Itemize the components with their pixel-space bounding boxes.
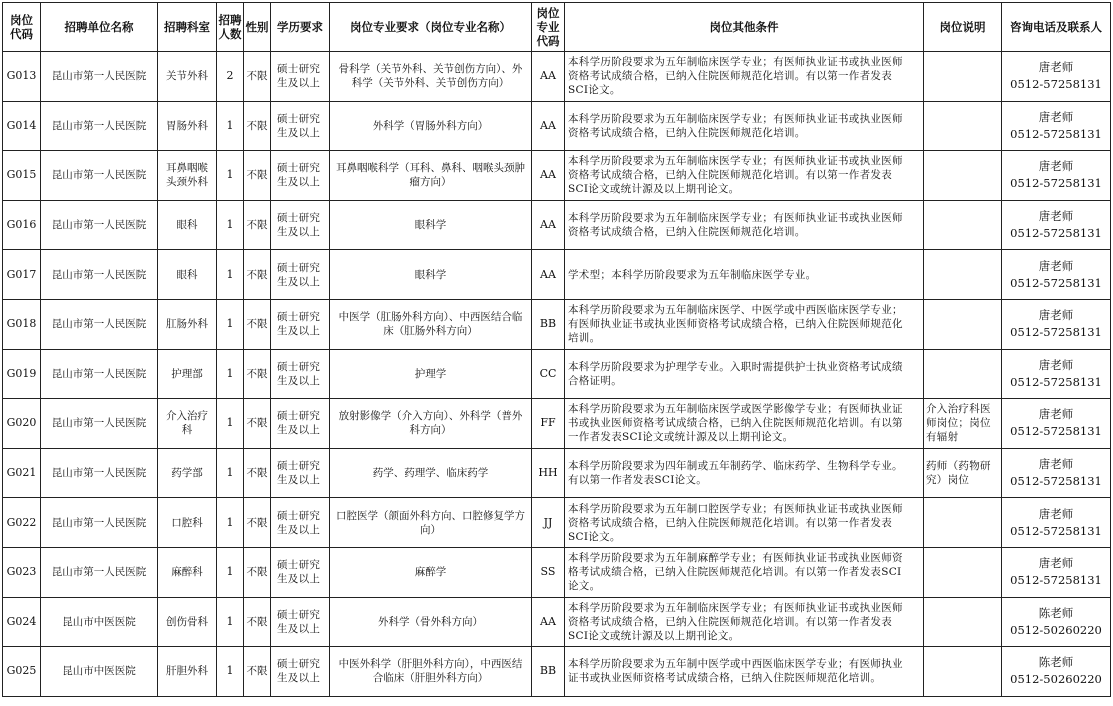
major: 骨科学（关节外科、关节创伤方向）、外科学（关节外科、关节创伤方向） bbox=[330, 52, 532, 102]
position-description: 药师（药物研究）岗位 bbox=[924, 448, 1002, 498]
table-row bbox=[3, 349, 1111, 399]
unit-name: 昆山市第一人民医院 bbox=[41, 448, 158, 498]
position-description: 介入治疗科医师岗位；岗位有辐射 bbox=[924, 399, 1002, 449]
headcount: 1 bbox=[217, 448, 244, 498]
contact-phone: 0512-50260220 bbox=[1010, 622, 1102, 637]
major-code: FF bbox=[532, 399, 565, 449]
department: 创伤骨科 bbox=[158, 597, 217, 647]
department: 肝胆外科 bbox=[158, 647, 217, 697]
department: 介入治疗科 bbox=[158, 399, 217, 449]
major-code: HH bbox=[532, 448, 565, 498]
gender: 不限 bbox=[244, 448, 271, 498]
position-description bbox=[924, 52, 1002, 102]
education: 硕士研究生及以上 bbox=[271, 250, 330, 300]
position-code: G017 bbox=[3, 250, 41, 300]
position-code: G014 bbox=[3, 101, 41, 151]
position-code: G019 bbox=[3, 349, 41, 399]
unit-name: 昆山市第一人民医院 bbox=[41, 101, 158, 151]
other-conditions: 本科学历阶段要求为四年制或五年制药学、临床药学、生物科学专业。有以第一作者发表SCI论文。 bbox=[565, 448, 924, 498]
contact-person: 唐老师 bbox=[1038, 407, 1074, 422]
major: 外科学（骨外科方向） bbox=[330, 597, 532, 647]
headcount: 1 bbox=[217, 151, 244, 201]
gender: 不限 bbox=[244, 349, 271, 399]
education: 硕士研究生及以上 bbox=[271, 200, 330, 250]
position-code: G018 bbox=[3, 299, 41, 349]
other-conditions: 本科学历阶段要求为五年制临床医学、中医学或中西医临床医学专业；有医师执业证书或执业医师资格考试成绩合格，已纳入住院医师规范化培训。 bbox=[565, 299, 924, 349]
major-code: CC bbox=[532, 349, 565, 399]
department: 肛肠外科 bbox=[158, 299, 217, 349]
table-row bbox=[3, 52, 1111, 102]
header-unit-name: 招聘单位名称 bbox=[41, 3, 158, 52]
education: 硕士研究生及以上 bbox=[271, 299, 330, 349]
table-row bbox=[3, 250, 1111, 300]
header-education: 学历要求 bbox=[271, 3, 330, 52]
gender: 不限 bbox=[244, 597, 271, 647]
position-description bbox=[924, 299, 1002, 349]
other-conditions: 本科学历阶段要求为五年制临床医学专业；有医师执业证书或执业医师资格考试成绩合格，已纳入住院医师规范化培训。有以第一作者发表SCI论文或统计源及以上期刊论文。 bbox=[565, 151, 924, 201]
education: 硕士研究生及以上 bbox=[271, 597, 330, 647]
department: 关节外科 bbox=[158, 52, 217, 102]
department: 护理部 bbox=[158, 349, 217, 399]
major-code: SS bbox=[532, 547, 565, 597]
department: 眼科 bbox=[158, 200, 217, 250]
contact-person: 陈老师 bbox=[1038, 655, 1074, 670]
education: 硕士研究生及以上 bbox=[271, 349, 330, 399]
position-description bbox=[924, 151, 1002, 201]
headcount: 1 bbox=[217, 349, 244, 399]
position-code: G023 bbox=[3, 547, 41, 597]
other-conditions: 本科学历阶段要求为护理学专业。入职时需提供护士执业资格考试成绩合格证明。 bbox=[565, 349, 924, 399]
contact-phone: 0512-57258131 bbox=[1010, 176, 1102, 191]
position-description bbox=[924, 547, 1002, 597]
unit-name: 昆山市第一人民医院 bbox=[41, 151, 158, 201]
contact-person: 唐老师 bbox=[1038, 457, 1074, 472]
position-description bbox=[924, 498, 1002, 548]
contact-cell bbox=[1002, 349, 1111, 399]
major-code: JJ bbox=[532, 498, 565, 548]
position-code: G022 bbox=[3, 498, 41, 548]
other-conditions: 本科学历阶段要求为五年制临床医学专业；有医师执业证书或执业医师资格考试成绩合格，已纳入住院医师规范化培训。 bbox=[565, 101, 924, 151]
unit-name: 昆山市第一人民医院 bbox=[41, 250, 158, 300]
contact-phone: 0512-57258131 bbox=[1010, 474, 1102, 489]
contact-cell bbox=[1002, 597, 1111, 647]
contact-person: 唐老师 bbox=[1038, 258, 1074, 273]
department: 口腔科 bbox=[158, 498, 217, 548]
header-department: 招聘科室 bbox=[158, 3, 217, 52]
gender: 不限 bbox=[244, 547, 271, 597]
table-row bbox=[3, 498, 1111, 548]
gender: 不限 bbox=[244, 250, 271, 300]
gender: 不限 bbox=[244, 151, 271, 201]
position-description bbox=[924, 597, 1002, 647]
contact-phone: 0512-57258131 bbox=[1010, 374, 1102, 389]
other-conditions: 学术型；本科学历阶段要求为五年制临床医学专业。 bbox=[565, 250, 924, 300]
major: 外科学（胃肠外科方向） bbox=[330, 101, 532, 151]
unit-name: 昆山市第一人民医院 bbox=[41, 399, 158, 449]
table-row bbox=[3, 299, 1111, 349]
table-row bbox=[3, 200, 1111, 250]
department: 药学部 bbox=[158, 448, 217, 498]
table-row bbox=[3, 647, 1111, 697]
other-conditions: 本科学历阶段要求为五年制临床医学专业；有医师执业证书或执业医师资格考试成绩合格，已纳入住院医师规范化培训。有以第一作者发表SCI论文。 bbox=[565, 52, 924, 102]
contact-cell bbox=[1002, 250, 1111, 300]
gender: 不限 bbox=[244, 101, 271, 151]
contact-phone: 0512-57258131 bbox=[1010, 424, 1102, 439]
table-row bbox=[3, 448, 1111, 498]
contact-person: 唐老师 bbox=[1038, 209, 1074, 224]
header-row bbox=[3, 3, 1111, 52]
header-major: 岗位专业要求（岗位专业名称） bbox=[330, 3, 532, 52]
header-position-code: 岗位代码 bbox=[3, 3, 41, 52]
contact-cell bbox=[1002, 299, 1111, 349]
position-description bbox=[924, 250, 1002, 300]
headcount: 1 bbox=[217, 498, 244, 548]
major-code: AA bbox=[532, 597, 565, 647]
major-code: BB bbox=[532, 299, 565, 349]
headcount: 2 bbox=[217, 52, 244, 102]
major-code: AA bbox=[532, 250, 565, 300]
other-conditions: 本科学历阶段要求为五年制中医学或中西医临床医学专业；有医师执业证书或执业医师资格考试成绩合格，已纳入住院医师规范化培训。 bbox=[565, 647, 924, 697]
major: 眼科学 bbox=[330, 200, 532, 250]
department: 耳鼻咽喉头颈外科 bbox=[158, 151, 217, 201]
header-contact: 咨询电话及联系人 bbox=[1002, 3, 1111, 52]
contact-phone: 0512-57258131 bbox=[1010, 325, 1102, 340]
contact-cell bbox=[1002, 52, 1111, 102]
major: 口腔医学（颌面外科方向、口腔修复学方向） bbox=[330, 498, 532, 548]
unit-name: 昆山市中医医院 bbox=[41, 647, 158, 697]
other-conditions: 本科学历阶段要求为五年制临床医学专业；有医师执业证书或执业医师资格考试成绩合格，已纳入住院医师规范化培训。有以第一作者发表SCI论文或统计源及以上期刊论文。 bbox=[565, 597, 924, 647]
major-code: BB bbox=[532, 647, 565, 697]
position-description bbox=[924, 200, 1002, 250]
contact-phone: 0512-57258131 bbox=[1010, 275, 1102, 290]
header-headcount: 招聘人数 bbox=[217, 3, 244, 52]
education: 硕士研究生及以上 bbox=[271, 399, 330, 449]
unit-name: 昆山市第一人民医院 bbox=[41, 200, 158, 250]
position-code: G020 bbox=[3, 399, 41, 449]
contact-cell bbox=[1002, 498, 1111, 548]
headcount: 1 bbox=[217, 250, 244, 300]
table-row bbox=[3, 547, 1111, 597]
position-description bbox=[924, 101, 1002, 151]
headcount: 1 bbox=[217, 647, 244, 697]
other-conditions: 本科学历阶段要求为五年制麻醉学专业；有医师执业证书或执业医师资格考试成绩合格，已纳入住院医师规范化培训。有以第一作者发表SCI论文。 bbox=[565, 547, 924, 597]
department: 胃肠外科 bbox=[158, 101, 217, 151]
contact-phone: 0512-57258131 bbox=[1010, 77, 1102, 92]
contact-cell bbox=[1002, 647, 1111, 697]
major: 放射影像学（介入方向）、外科学（普外科方向） bbox=[330, 399, 532, 449]
position-description bbox=[924, 647, 1002, 697]
contact-person: 唐老师 bbox=[1038, 308, 1074, 323]
table-row bbox=[3, 101, 1111, 151]
header-description: 岗位说明 bbox=[924, 3, 1002, 52]
contact-phone: 0512-57258131 bbox=[1010, 126, 1102, 141]
header-gender: 性别 bbox=[244, 3, 271, 52]
other-conditions: 本科学历阶段要求为五年制临床医学或医学影像学专业；有医师执业证书或执业医师资格考试成绩合格，已纳入住院医师规范化培训。有以第一作者发表SCI论文或统计源及以上期刊论文。 bbox=[565, 399, 924, 449]
major: 护理学 bbox=[330, 349, 532, 399]
major-code: AA bbox=[532, 52, 565, 102]
table-row bbox=[3, 399, 1111, 449]
major-code: AA bbox=[532, 101, 565, 151]
headcount: 1 bbox=[217, 299, 244, 349]
contact-person: 唐老师 bbox=[1038, 357, 1074, 372]
contact-cell bbox=[1002, 151, 1111, 201]
contact-cell bbox=[1002, 448, 1111, 498]
table-row bbox=[3, 597, 1111, 647]
gender: 不限 bbox=[244, 647, 271, 697]
table-body bbox=[3, 52, 1111, 697]
education: 硕士研究生及以上 bbox=[271, 647, 330, 697]
contact-cell bbox=[1002, 399, 1111, 449]
position-code: G015 bbox=[3, 151, 41, 201]
position-code: G016 bbox=[3, 200, 41, 250]
gender: 不限 bbox=[244, 200, 271, 250]
header-major-code: 岗位专业代码 bbox=[532, 3, 565, 52]
headcount: 1 bbox=[217, 597, 244, 647]
header-other-conditions: 岗位其他条件 bbox=[565, 3, 924, 52]
other-conditions: 本科学历阶段要求为五年制口腔医学专业；有医师执业证书或执业医师资格考试成绩合格，已纳入住院医师规范化培训。有以第一作者发表SCI论文。 bbox=[565, 498, 924, 548]
gender: 不限 bbox=[244, 299, 271, 349]
department: 眼科 bbox=[158, 250, 217, 300]
major-code: AA bbox=[532, 200, 565, 250]
education: 硕士研究生及以上 bbox=[271, 101, 330, 151]
contact-person: 陈老师 bbox=[1038, 605, 1074, 620]
contact-person: 唐老师 bbox=[1038, 506, 1074, 521]
unit-name: 昆山市第一人民医院 bbox=[41, 299, 158, 349]
contact-phone: 0512-57258131 bbox=[1010, 573, 1102, 588]
other-conditions: 本科学历阶段要求为五年制临床医学专业；有医师执业证书或执业医师资格考试成绩合格，已纳入住院医师规范化培训。 bbox=[565, 200, 924, 250]
contact-phone: 0512-57258131 bbox=[1010, 523, 1102, 538]
recruitment-table bbox=[2, 2, 1111, 697]
contact-person: 唐老师 bbox=[1038, 109, 1074, 124]
position-code: G013 bbox=[3, 52, 41, 102]
major: 麻醉学 bbox=[330, 547, 532, 597]
major: 中医外科学（肝胆外科方向），中西医结合临床（肝胆外科方向） bbox=[330, 647, 532, 697]
headcount: 1 bbox=[217, 399, 244, 449]
education: 硕士研究生及以上 bbox=[271, 547, 330, 597]
major: 药学、药理学、临床药学 bbox=[330, 448, 532, 498]
contact-phone: 0512-50260220 bbox=[1010, 672, 1102, 687]
education: 硕士研究生及以上 bbox=[271, 498, 330, 548]
education: 硕士研究生及以上 bbox=[271, 52, 330, 102]
headcount: 1 bbox=[217, 200, 244, 250]
contact-cell bbox=[1002, 101, 1111, 151]
position-description bbox=[924, 349, 1002, 399]
major: 耳鼻咽喉科学（耳科、鼻科、咽喉头颈肿瘤方向） bbox=[330, 151, 532, 201]
contact-person: 唐老师 bbox=[1038, 556, 1074, 571]
position-code: G021 bbox=[3, 448, 41, 498]
headcount: 1 bbox=[217, 101, 244, 151]
major-code: AA bbox=[532, 151, 565, 201]
position-code: G024 bbox=[3, 597, 41, 647]
major: 中医学（肛肠外科方向）、中西医结合临床（肛肠外科方向） bbox=[330, 299, 532, 349]
unit-name: 昆山市第一人民医院 bbox=[41, 547, 158, 597]
position-code: G025 bbox=[3, 647, 41, 697]
education: 硕士研究生及以上 bbox=[271, 151, 330, 201]
unit-name: 昆山市第一人民医院 bbox=[41, 52, 158, 102]
contact-cell bbox=[1002, 547, 1111, 597]
department: 麻醉科 bbox=[158, 547, 217, 597]
gender: 不限 bbox=[244, 399, 271, 449]
table-row bbox=[3, 151, 1111, 201]
contact-person: 唐老师 bbox=[1038, 159, 1074, 174]
headcount: 1 bbox=[217, 547, 244, 597]
education: 硕士研究生及以上 bbox=[271, 448, 330, 498]
unit-name: 昆山市第一人民医院 bbox=[41, 498, 158, 548]
contact-phone: 0512-57258131 bbox=[1010, 226, 1102, 241]
unit-name: 昆山市第一人民医院 bbox=[41, 349, 158, 399]
gender: 不限 bbox=[244, 52, 271, 102]
contact-cell bbox=[1002, 200, 1111, 250]
unit-name: 昆山市中医医院 bbox=[41, 597, 158, 647]
major: 眼科学 bbox=[330, 250, 532, 300]
contact-person: 唐老师 bbox=[1038, 60, 1074, 75]
gender: 不限 bbox=[244, 498, 271, 548]
